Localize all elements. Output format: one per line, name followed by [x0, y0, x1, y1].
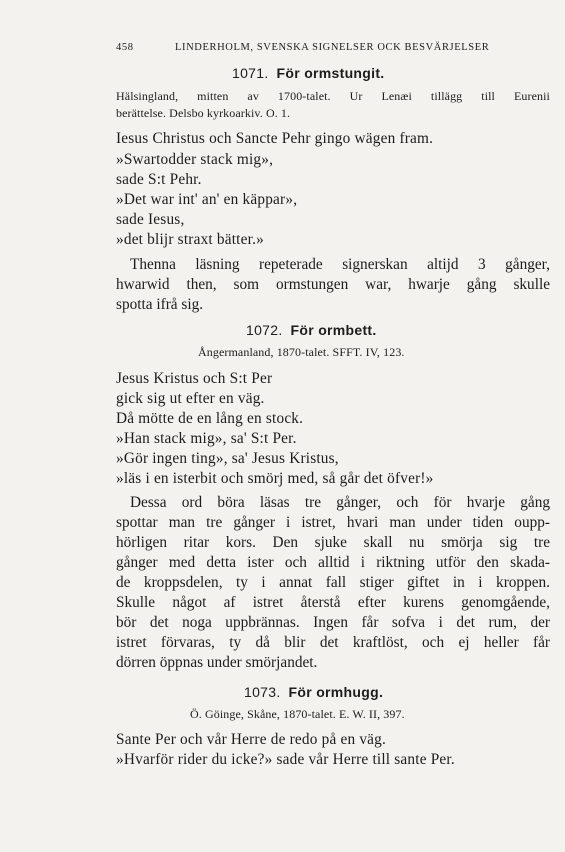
verse-line: »Gör ingen ting», sa' Jesus Kristus, — [116, 450, 339, 467]
verse-line: Jesus Kristus och S:t Per — [116, 370, 273, 387]
verse-line: Då mötte de en lång en stock. — [116, 410, 304, 427]
verse-line: Iesus Christus och Sancte Pehr gingo wägen fram. — [116, 130, 434, 147]
section-heading — [244, 684, 383, 700]
section-title: För ormbett. — [290, 322, 377, 338]
section-heading — [232, 65, 384, 81]
page-number: 458 — [116, 42, 134, 53]
running-title: LINDERHOLM, SVENSKA SIGNELSER OCK BESVÄRJELSER — [175, 42, 490, 53]
prose-line: Thenna läsning repeterade signerskan altijd 3 gånger, — [130, 256, 550, 273]
verse-line: sade S:t Pehr. — [116, 171, 202, 188]
section-number: 1072. — [246, 322, 283, 338]
verse-line: »det blijr straxt bätter.» — [116, 231, 264, 248]
verse-line: gick sig ut efter en väg. — [116, 390, 265, 407]
verse-line: Sante Per och vår Herre de redo på en väg. — [116, 731, 387, 748]
verse-line: »Swartodder stack mig», — [116, 151, 274, 168]
source-line: Hälsingland, mitten av 1700-talet. Ur Lenæi tillägg till Eurenii — [116, 89, 550, 103]
prose-line: Skulle något af istret återstå efter kurens genomgående, — [116, 594, 550, 611]
prose-line: dörren öppnas under smörjandet. — [116, 654, 318, 671]
verse-line: »Hvarför rider du icke?» sade vår Herre till sante Per. — [116, 751, 455, 768]
section-title: För ormstungit. — [276, 65, 385, 81]
prose-line: hwarwid then, som ormstungen war, hwarje gång skulle — [116, 276, 550, 293]
verse-line: »läs i en isterbit och smörj med, så går det öfver!» — [116, 470, 434, 487]
prose-line: spottar man tre gånger i istret, hvari man under tiden oupp- — [116, 514, 550, 531]
source-line: Ångermanland, 1870-talet. SFFT. IV, 123. — [198, 345, 405, 359]
prose-line: gånger med detta ister och alltid i riktning utför den skada- — [116, 554, 550, 571]
prose-line: istret förvaras, ty då blir det kraftlöst, och ej heller får — [116, 634, 550, 651]
prose-line: Dessa ord böra läsas tre gånger, och för hvarje gång — [130, 494, 550, 511]
section-number: 1073. — [244, 684, 281, 700]
source-line: berättelse. Delsbo kyrkoarkiv. O. 1. — [116, 106, 291, 120]
section-title: För ormhugg. — [288, 684, 384, 700]
prose-line: hörligen ritar kors. Den sjuke skall nu smörja sig tre — [116, 534, 550, 551]
section-heading — [246, 322, 377, 338]
prose-line: spotta ifrå sig. — [116, 296, 204, 313]
source-line: Ö. Göinge, Skåne, 1870-talet. E. W. II, 397. — [190, 707, 405, 721]
verse-line: »Han stack mig», sa' S:t Per. — [116, 430, 297, 447]
verse-line: sade Iesus, — [116, 211, 185, 228]
section-number: 1071. — [232, 65, 269, 81]
prose-line: de kroppsdelen, ty i annat fall stiger giftet in i kroppen. — [116, 574, 550, 591]
prose-line: bör det noga uppbrännas. Ingen får sofva i det rum, der — [116, 614, 550, 631]
verse-line: »Det war int' an' en käppar», — [116, 191, 298, 208]
